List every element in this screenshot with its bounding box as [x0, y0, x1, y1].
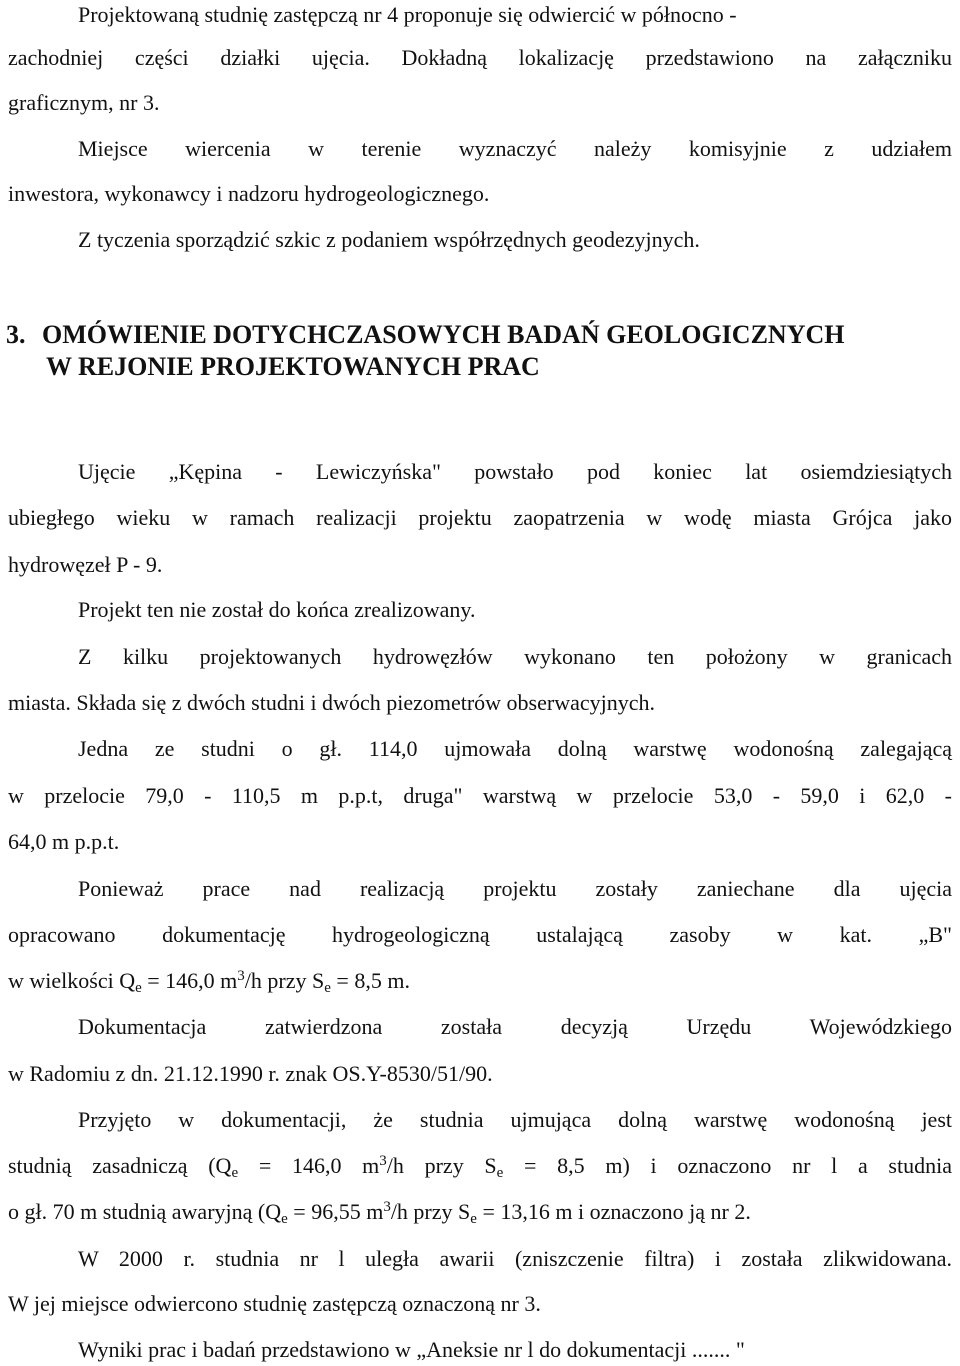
- body-line-formula: o gł. 70 m studnią awaryjną ($Q_e = 96,55$ $m^3/h$ przy $S_e = 13,16$ m i oznaczono ją nr 2.: [8, 1199, 751, 1227]
- intro-line: Projektowaną studnię zastępczą nr 4 proponuje się odwiercić w północno -: [78, 2, 737, 27]
- body-line: W jej miejsce odwiercono studnię zastępczą oznaczoną nr 3.: [8, 1291, 541, 1316]
- body-line: w Radomiu z dn. 21.12.1990 r. znak OS.Y-8530/51/90.: [8, 1061, 493, 1086]
- intro-line: zachodniej części działki ujęcia. Dokładną lokalizację przedstawiono na załączniku: [8, 45, 952, 70]
- body-line: ubiegłego wieku w ramach realizacji projektu zaopatrzenia w wodę miasta Grójca jako: [8, 505, 952, 530]
- section-number: 3.: [6, 320, 26, 349]
- body-line: Ponieważ prace nad realizacją projektu zostały zaniechane dla ujęcia: [78, 876, 952, 901]
- body-line: Dokumentacja zatwierdzona została decyzją Urzędu Wojewódzkiego: [78, 1014, 952, 1039]
- body-line: hydrowęzeł P - 9.: [8, 552, 163, 577]
- body-line: Przyjęto w dokumentacji, że studnia ujmująca dolną warstwę wodonośną jest: [78, 1107, 952, 1132]
- section-title: OMÓWIENIE DOTYCHCZASOWYCH BADAŃ GEOLOGICZNYCH: [42, 320, 845, 349]
- body-line: Wyniki prac i badań przedstawiono w „Aneksie nr l do dokumentacji ....... ": [78, 1337, 745, 1362]
- intro-line: inwestora, wykonawcy i nadzoru hydrogeologicznego.: [8, 181, 490, 206]
- body-line: Ujęcie „Kępina - Lewiczyńska" powstało pod koniec lat osiemdziesiątych: [78, 459, 952, 484]
- body-line: opracowano dokumentację hydrogeologiczną ustalającą zasoby w kat. „B": [8, 922, 952, 947]
- body-line: miasta. Składa się z dwóch studni i dwóch piezometrów obserwacyjnych.: [8, 690, 656, 715]
- body-line: 64,0 m p.p.t.: [8, 829, 120, 854]
- intro-line: graficznym, nr 3.: [8, 90, 160, 115]
- body-line-formula: w wielkości $Q_e = 146,0$ $m^3/h$ przy $S_e = 8,5$ m.: [8, 968, 410, 996]
- body-line: Z kilku projektowanych hydrowęzłów wykonano ten położony w granicach: [78, 644, 952, 669]
- body-line-formula: studnią zasadniczą ($Q_e = 146,0$ $m^3/h$ przy $S_e = 8,5$ m) i oznaczono nr l a studnia: [8, 1153, 952, 1181]
- section-title-line-2: W REJONIE PROJEKTOWANYCH PRAC: [46, 352, 540, 381]
- intro-line: Miejsce wiercenia w terenie wyznaczyć należy komisyjnie z udziałem: [78, 136, 952, 161]
- body-line: w przelocie 79,0 - 110,5 m p.p.t, druga" warstwą w przelocie 53,0 - 59,0 i 62,0 -: [8, 783, 952, 808]
- body-line: Projekt ten nie został do końca zrealizowany.: [78, 597, 476, 622]
- section-heading: [6, 320, 844, 350]
- body-line: W 2000 r. studnia nr l uległa awarii (zniszczenie filtra) i została zlikwidowana.: [78, 1246, 952, 1271]
- intro-line: Z tyczenia sporządzić szkic z podaniem współrzędnych geodezyjnych.: [78, 227, 700, 252]
- body-line: Jedna ze studni o gł. 114,0 ujmowała dolną warstwę wodonośną zalegającą: [78, 736, 952, 761]
